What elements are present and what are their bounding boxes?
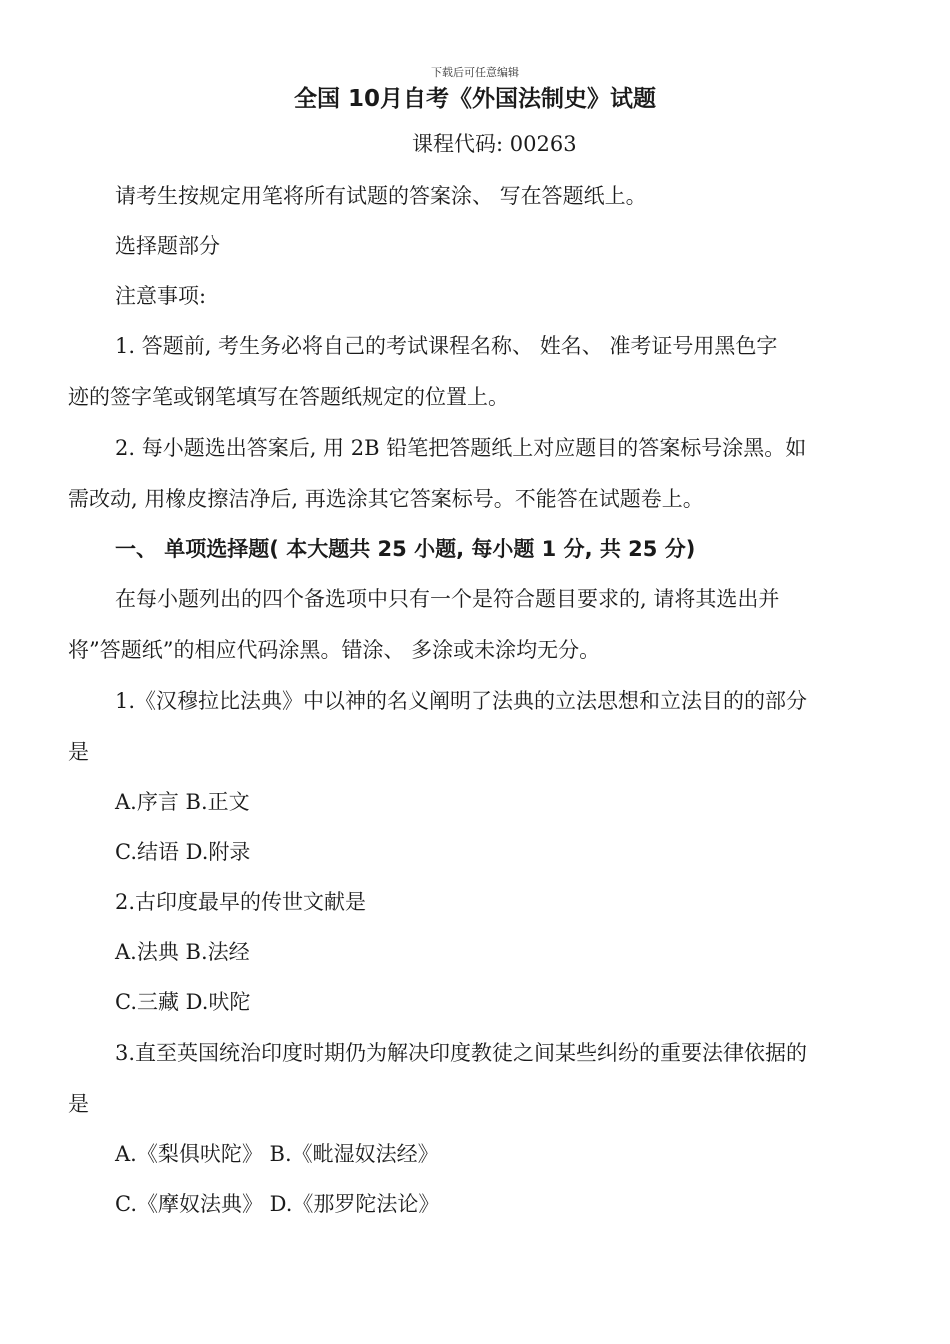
part-one-instruction-line-2: 将”答题纸”的相应代码涂黑。错涂、 多涂或未涂均无分。 xyxy=(68,638,601,662)
question-2-options-ab: A.法典 B.法经 xyxy=(115,940,250,964)
question-2-options-cd: C.三藏 D.吠陀 xyxy=(115,990,251,1014)
question-1-stem-line-1: 1.《汉穆拉比法典》中以神的名义阐明了法典的立法思想和立法目的的部分 xyxy=(115,689,808,713)
question-3-stem-line-1: 3.直至英国统治印度时期仍为解决印度教徒之间某些纠纷的重要法律依据的 xyxy=(115,1041,808,1065)
question-3-stem-line-2: 是 xyxy=(68,1092,89,1116)
notice-item-1-line-2: 迹的签字笔或钢笔填写在答题纸规定的位置上。 xyxy=(68,385,509,409)
notice-item-1-line-1: 1. 答题前, 考生务必将自己的考试课程名称、 姓名、 准考证号用黑色字 xyxy=(115,334,778,358)
question-1-options-ab: A.序言 B.正文 xyxy=(115,790,250,814)
question-1-options-cd: C.结语 D.附录 xyxy=(115,840,251,864)
part-one-instruction-line-1: 在每小题列出的四个备选项中只有一个是符合题目要求的, 请将其选出并 xyxy=(115,587,780,611)
notice-item-2-line-2: 需改动, 用橡皮擦洁净后, 再选涂其它答案标号。不能答在试题卷上。 xyxy=(68,487,704,511)
course-code: 课程代码: 00263 xyxy=(412,132,577,156)
question-3-options-cd: C.《摩奴法典》 D.《那罗陀法论》 xyxy=(115,1192,440,1216)
section-label: 选择题部分 xyxy=(115,234,220,258)
page-title: 全国 10月自考《外国法制史》试题 xyxy=(293,86,656,112)
header-note: 下载后可任意编辑 xyxy=(431,66,519,79)
intro-text: 请考生按规定用笔将所有试题的答案涂、 写在答题纸上。 xyxy=(115,184,647,208)
question-3-options-ab: A.《梨俱吠陀》 B.《毗湿奴法经》 xyxy=(115,1142,439,1166)
question-1-stem-line-2: 是 xyxy=(68,740,89,764)
question-2-stem: 2.古印度最早的传世文献是 xyxy=(115,890,367,914)
notice-title: 注意事项: xyxy=(115,284,207,308)
notice-item-2-line-1: 2. 每小题选出答案后, 用 2B 铅笔把答题纸上对应题目的答案标号涂黑。如 xyxy=(115,436,807,460)
part-one-heading: 一、 单项选择题( 本大题共 25 小题, 每小题 1 分, 共 25 分) xyxy=(115,537,696,561)
